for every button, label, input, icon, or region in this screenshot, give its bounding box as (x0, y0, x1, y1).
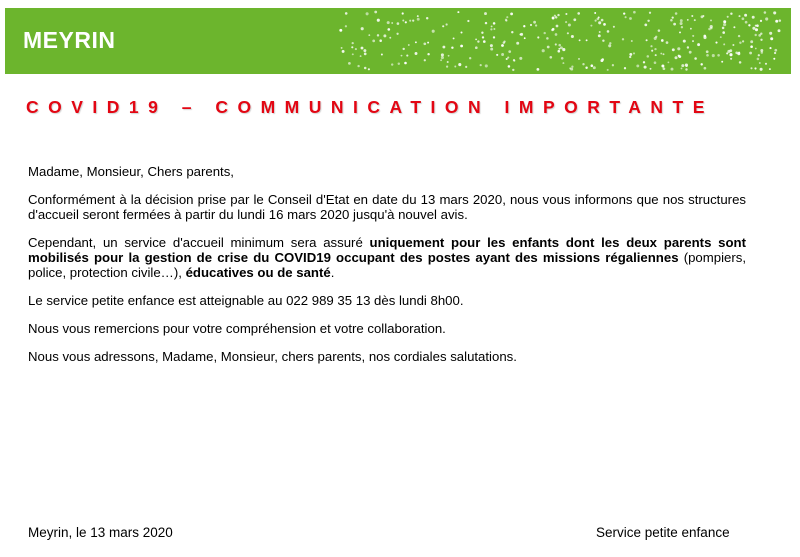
letter-body (28, 164, 746, 364)
paragraph-minimum-service (28, 235, 746, 280)
header-banner (5, 8, 791, 74)
meyrin-logo: MEYRIN (23, 27, 116, 53)
greeting: Madame, Monsieur, Chers parents, (28, 164, 234, 179)
page-title: COVID19 – COMMUNICATION IMPORTANTE (26, 97, 714, 117)
paragraph-contact: Le service petite enfance est atteignable au 022 989 35 13 dès lundi 8h00. (28, 293, 464, 308)
eligibility-bold: uniquement pour les enfants dont les deux parents sont mobilisés pour la gestion de crise du COVID19 occupant des postes ayant des missions régaliennes (28, 235, 746, 265)
signature: Service petite enfance (596, 525, 730, 540)
place-date: Meyrin, le 13 mars 2020 (28, 525, 173, 540)
dot-pattern-decoration (5, 8, 791, 74)
paragraph-thanks: Nous vous remercions pour votre compréhension et votre collaboration. (28, 321, 446, 336)
minimum-service-text: Cependant, un service d'accueil minimum sera assuré (28, 235, 370, 250)
period: . (330, 265, 335, 280)
sectors-bold: éducatives ou de santé (185, 265, 331, 280)
paragraph-closing: Nous vous adressons, Madame, Monsieur, chers parents, nos cordiales salutations. (28, 349, 517, 364)
paragraph-closure-notice: Conformément à la décision prise par le Conseil d'Etat en date du 13 mars 2020, nous vous informons que nos structures d'accueil seront fermées à partir du lundi 16 mars 2020 jusqu'à nouvel avis. (28, 192, 746, 222)
examples-text: (pompiers, police, protection civile…), (28, 250, 746, 280)
